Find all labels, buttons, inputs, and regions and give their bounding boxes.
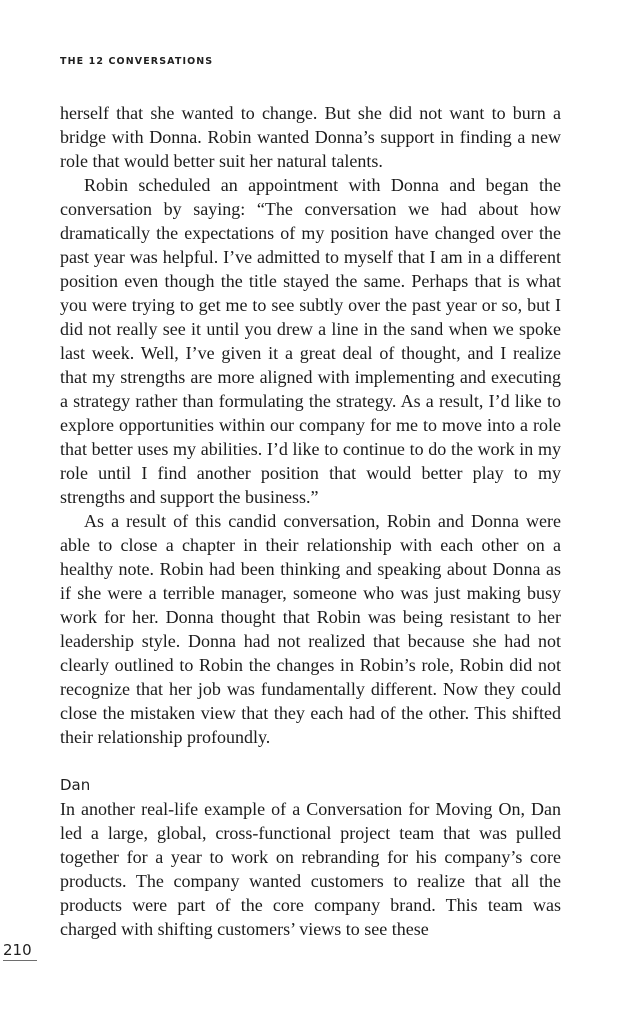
paragraph-dan: In another real-life example of a Conversation for Moving On, Dan led a large, global, cross-functional project team that was pulled together for a year to work on rebranding for his company’s core products. The company wanted customers to realize that all the products were part of the core company brand. This team was charged with shifting customers’ views to see these <box>60 799 561 939</box>
page-number: 210 <box>3 941 37 961</box>
section-spacer <box>60 749 561 773</box>
page-body <box>60 101 561 941</box>
running-head: THE 12 CONVERSATIONS <box>60 56 214 67</box>
paragraph-robin-quote: Robin scheduled an appointment with Donna and began the conversation by saying: “The conversation we had about how dramatically the expectations of my position have changed over the past year was helpful. I’ve admitted to myself that I am in a different position even though the title stayed the same. Perhaps that is what you were trying to get me to see subtly over the past year or so, but I did not really see it until you drew a line in the sand when we spoke last week. Well, I’ve given it a great deal of thought, and I realize that my strengths are more aligned with implementing and executing a strategy rather than formulating the strategy. As a result, I’d like to explore opportunities within our company for me to move into a role that better uses my abilities. I’d like to continue to do the work in my role until I find another position that would better play to my strengths and support the business.” <box>60 175 561 507</box>
subheading-dan: Dan <box>60 776 91 794</box>
paragraph-outcome: As a result of this candid conversation, Robin and Donna were able to close a chapter in their relationship with each other on a healthy note. Robin had been thinking and speaking about Donna as if she were a terrible manager, someone who was just making busy work for her. Donna thought that Robin was being resistant to her leadership style. Donna had not realized that because she had not clearly outlined to Robin the changes in Robin’s role, Robin did not recognize that her job was fundamentally different. Now they could close the mistaken view that they each had of the other. This shifted their relationship profoundly. <box>60 511 561 747</box>
paragraph-continuation: herself that she wanted to change. But she did not want to burn a bridge with Donna. Robin wanted Donna’s support in finding a new role that would better suit her natural talents. <box>60 103 561 171</box>
